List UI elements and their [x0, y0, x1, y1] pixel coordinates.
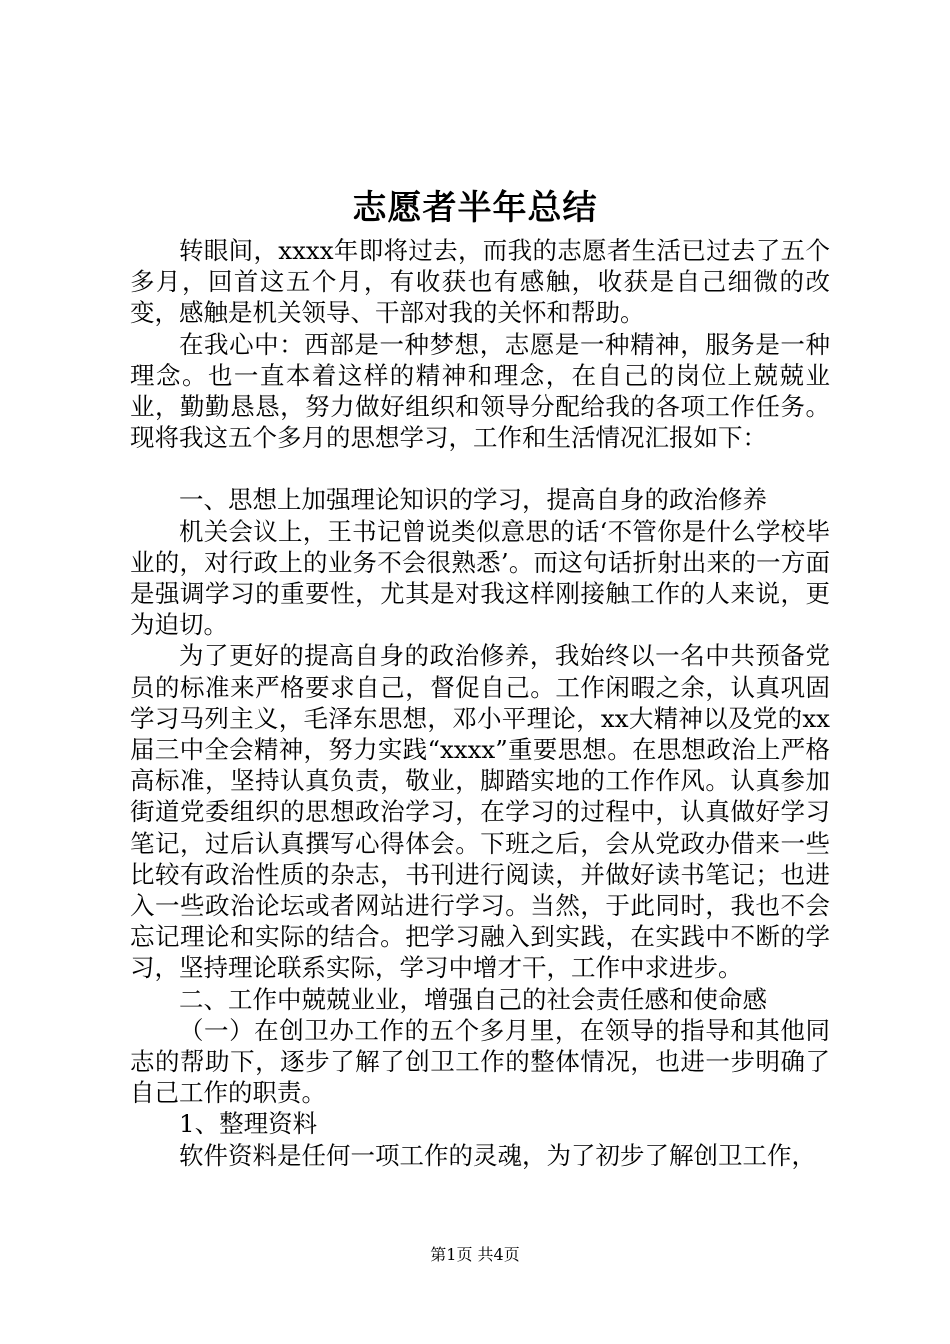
document-body: [130, 235, 830, 1171]
document-title: 志愿者半年总结: [352, 188, 598, 228]
subsection-heading-1: 1、整理资料: [179, 1109, 318, 1139]
paragraph-political-study: 为了更好的提高自身的政治修养，我始终以一名中共预备党员的标准来严格要求自己，督促自己。工作闲暇之余，认真巩固学习马列主义，毛泽东思想，邓小平理论，xx大精神以及党的xx届三中全会精神，努力实践“xxxx”重要思想。在思想政治上严格高标准，坚持认真负责，敬业，脚踏实地的工作作风。认真参加街道党委组织的思想政治学习，在学习的过程中，认真做好学习笔记，过后认真撰写心得体会。下班之后，会从党政办借来一些比较有政治性质的杂志，书刊进行阅读，并做好读书笔记；也进入一些政治论坛或者网站进行学习。当然，于此同时，我也不会忘记理论和实际的结合。把学习融入到实践，在实践中不断的学习，坚持理论联系实际，学习中增才干，工作中求进步。: [130, 641, 830, 983]
paragraph-work-1: （一）在创卫办工作的五个多月里，在领导的指导和其他同志的帮助下，逐步了解了创卫工作的整体情况，也进一步明确了自己工作的职责。: [130, 1015, 830, 1108]
page-footer: 第1页 共4页: [430, 1245, 520, 1264]
section-heading-2: 二、工作中兢兢业业，增强自己的社会责任感和使命感: [179, 984, 767, 1014]
paragraph-meeting: 机关会议上，王书记曾说类似意思的话‘不管你是什么学校毕业的，对行政上的业务不会很熟悉’。而这句话折射出来的一方面是强调学习的重要性，尤其是对我这样刚接触工作的人来说，更为迫切。: [130, 516, 830, 640]
section-heading-1: 一、思想上加强理论知识的学习，提高自身的政治修养: [179, 485, 767, 515]
paragraph-materials: 软件资料是任何一项工作的灵魂，为了初步了解创卫工作，: [179, 1140, 816, 1170]
paragraph-heart: 在我心中：西部是一种梦想，志愿是一种精神，服务是一种理念。也一直本着这样的精神和理念，在自己的岗位上兢兢业业，勤勤恳恳，努力做好组织和领导分配给我的各项工作任务。现将我这五个多月的思想学习，工作和生活情况汇报如下：: [130, 329, 830, 453]
paragraph-intro: 转眼间，xxxx年即将过去，而我的志愿者生活已过去了五个多月，回首这五个月，有收获也有感触，收获是自己细微的改变，感触是机关领导、干部对我的关怀和帮助。: [130, 236, 830, 328]
